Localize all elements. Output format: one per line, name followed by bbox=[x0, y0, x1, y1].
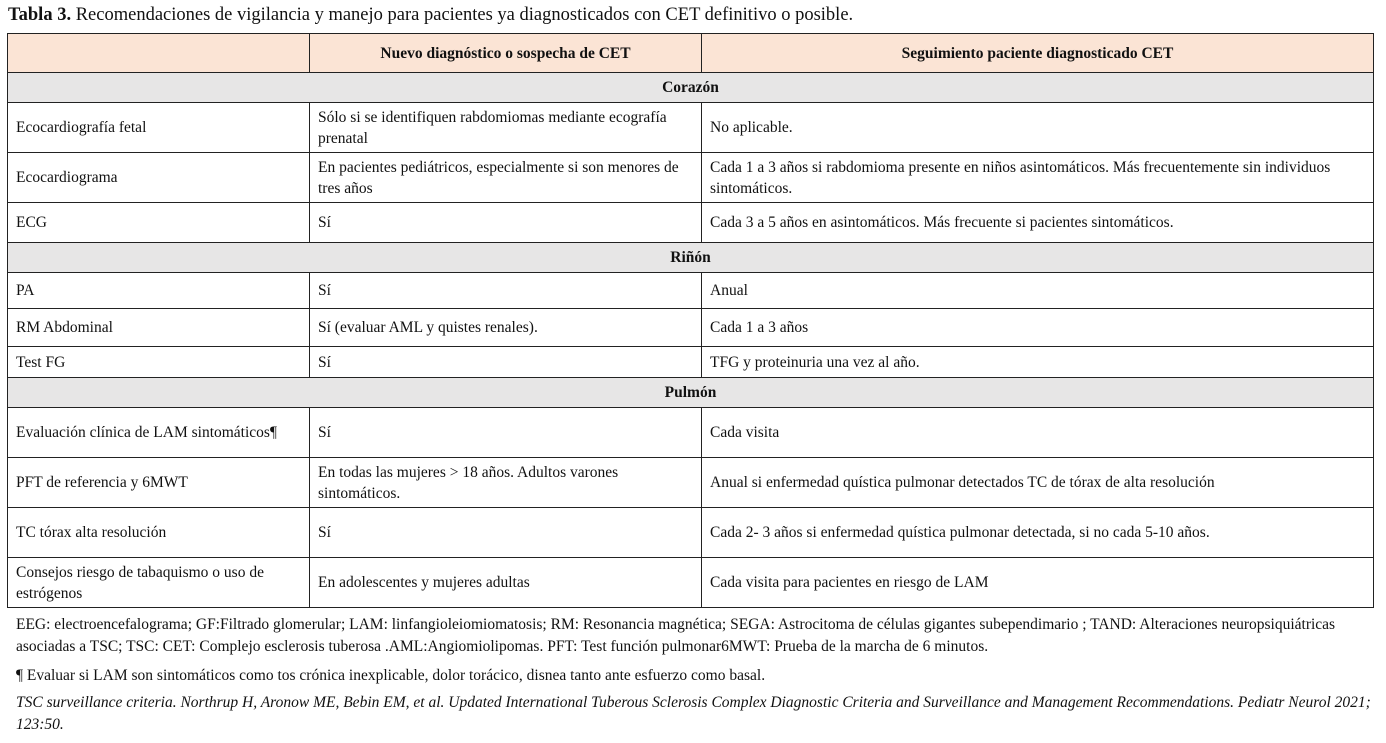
table-row bbox=[8, 558, 1374, 608]
row-label: Ecocardiografía fetal bbox=[8, 103, 310, 153]
row-follow-up: Cada visita bbox=[702, 408, 1374, 458]
caption-label: Tabla 3. bbox=[8, 5, 72, 25]
row-follow-up: No aplicable. bbox=[702, 103, 1374, 153]
row-label: RM Abdominal bbox=[8, 309, 310, 347]
row-label: TC tórax alta resolución bbox=[8, 508, 310, 558]
table-caption bbox=[8, 3, 853, 27]
row-new-diagnosis: En pacientes pediátricos, especialmente si son menores de tres años bbox=[310, 153, 702, 203]
row-new-diagnosis: Sí bbox=[310, 203, 702, 243]
table-row bbox=[8, 273, 1374, 309]
row-follow-up: Anual bbox=[702, 273, 1374, 309]
row-new-diagnosis: Sí bbox=[310, 508, 702, 558]
row-label: PA bbox=[8, 273, 310, 309]
row-new-diagnosis: Sólo si se identifiquen rabdomiomas mediante ecografía prenatal bbox=[310, 103, 702, 153]
table-row bbox=[8, 153, 1374, 203]
footnote-abbreviations: EEG: electroencefalograma; GF:Filtrado glomerular; LAM: linfangioleiomiomatosis; RM: Resonancia magnética; SEGA: Astrocitoma de células gigantes subependimario ; TAND: Alteraciones neuropsiquiátricas asociadas a TSC; TSC: CET: Complejo esclerosis tuberosa .AML:Angiomiolipomas. PFT: Test función pulmonar6MWT: Prueba de la marcha de 6 minutos. bbox=[16, 616, 1336, 655]
table-row bbox=[8, 508, 1374, 558]
table-row bbox=[8, 458, 1374, 508]
row-label: Test FG bbox=[8, 347, 310, 378]
row-follow-up: Cada visita para pacientes en riesgo de LAM bbox=[702, 558, 1374, 608]
table-row bbox=[8, 408, 1374, 458]
row-new-diagnosis: En todas las mujeres > 18 años. Adultos varones sintomáticos. bbox=[310, 458, 702, 508]
footnote-pilcrow: ¶ Evaluar si LAM son sintomáticos como tos crónica inexplicable, dolor torácico, disnea tanto ante esfuerzo como basal. bbox=[16, 667, 766, 684]
row-follow-up: Cada 1 a 3 años si rabdomioma presente en niños asintomáticos. Más frecuentemente sin individuos sintomáticos. bbox=[702, 153, 1374, 203]
row-label: Evaluación clínica de LAM sintomáticos¶ bbox=[8, 408, 310, 458]
section-row-corazon bbox=[8, 73, 1374, 103]
row-label: ECG bbox=[8, 203, 310, 243]
row-follow-up: Cada 3 a 5 años en asintomáticos. Más frecuente si pacientes sintomáticos. bbox=[702, 203, 1374, 243]
section-title: Corazón bbox=[8, 73, 1374, 103]
header-follow-up: Seguimiento paciente diagnosticado CET bbox=[702, 34, 1374, 73]
table-row bbox=[8, 103, 1374, 153]
table-row bbox=[8, 347, 1374, 378]
row-new-diagnosis: En adolescentes y mujeres adultas bbox=[310, 558, 702, 608]
row-new-diagnosis: Sí bbox=[310, 273, 702, 309]
section-title: Pulmón bbox=[8, 378, 1374, 408]
row-follow-up: Cada 2- 3 años si enfermedad quística pulmonar detectada, si no cada 5-10 años. bbox=[702, 508, 1374, 558]
row-label: Consejos riesgo de tabaquismo o uso de estrógenos bbox=[8, 558, 310, 608]
surveillance-table bbox=[7, 33, 1374, 608]
caption-text: Recomendaciones de vigilancia y manejo para pacientes ya diagnosticados con CET definitivo o posible. bbox=[71, 5, 854, 25]
header-new-diagnosis: Nuevo diagnóstico o sospecha de CET bbox=[310, 34, 702, 73]
header-empty bbox=[8, 34, 310, 73]
section-title: Riñón bbox=[8, 243, 1374, 273]
section-row-pulmon bbox=[8, 378, 1374, 408]
row-follow-up: Anual si enfermedad quística pulmonar detectados TC de tórax de alta resolución bbox=[702, 458, 1374, 508]
row-new-diagnosis: Sí bbox=[310, 408, 702, 458]
row-follow-up: TFG y proteinuria una vez al año. bbox=[702, 347, 1374, 378]
table-row bbox=[8, 203, 1374, 243]
section-row-rinon bbox=[8, 243, 1374, 273]
footnote-source: TSC surveillance criteria. Northrup H, Aronow ME, Bebin EM, et al. Updated International Tuberous Sclerosis Complex Diagnostic Criteria and Surveillance and Management Recommendations. Pediatr Neurol 2021; 123:50. bbox=[16, 694, 1371, 733]
row-new-diagnosis: Sí (evaluar AML y quistes renales). bbox=[310, 309, 702, 347]
table-row bbox=[8, 309, 1374, 347]
row-follow-up: Cada 1 a 3 años bbox=[702, 309, 1374, 347]
row-new-diagnosis: Sí bbox=[310, 347, 702, 378]
table-header-row bbox=[8, 34, 1374, 73]
row-label: PFT de referencia y 6MWT bbox=[8, 458, 310, 508]
row-label: Ecocardiograma bbox=[8, 153, 310, 203]
